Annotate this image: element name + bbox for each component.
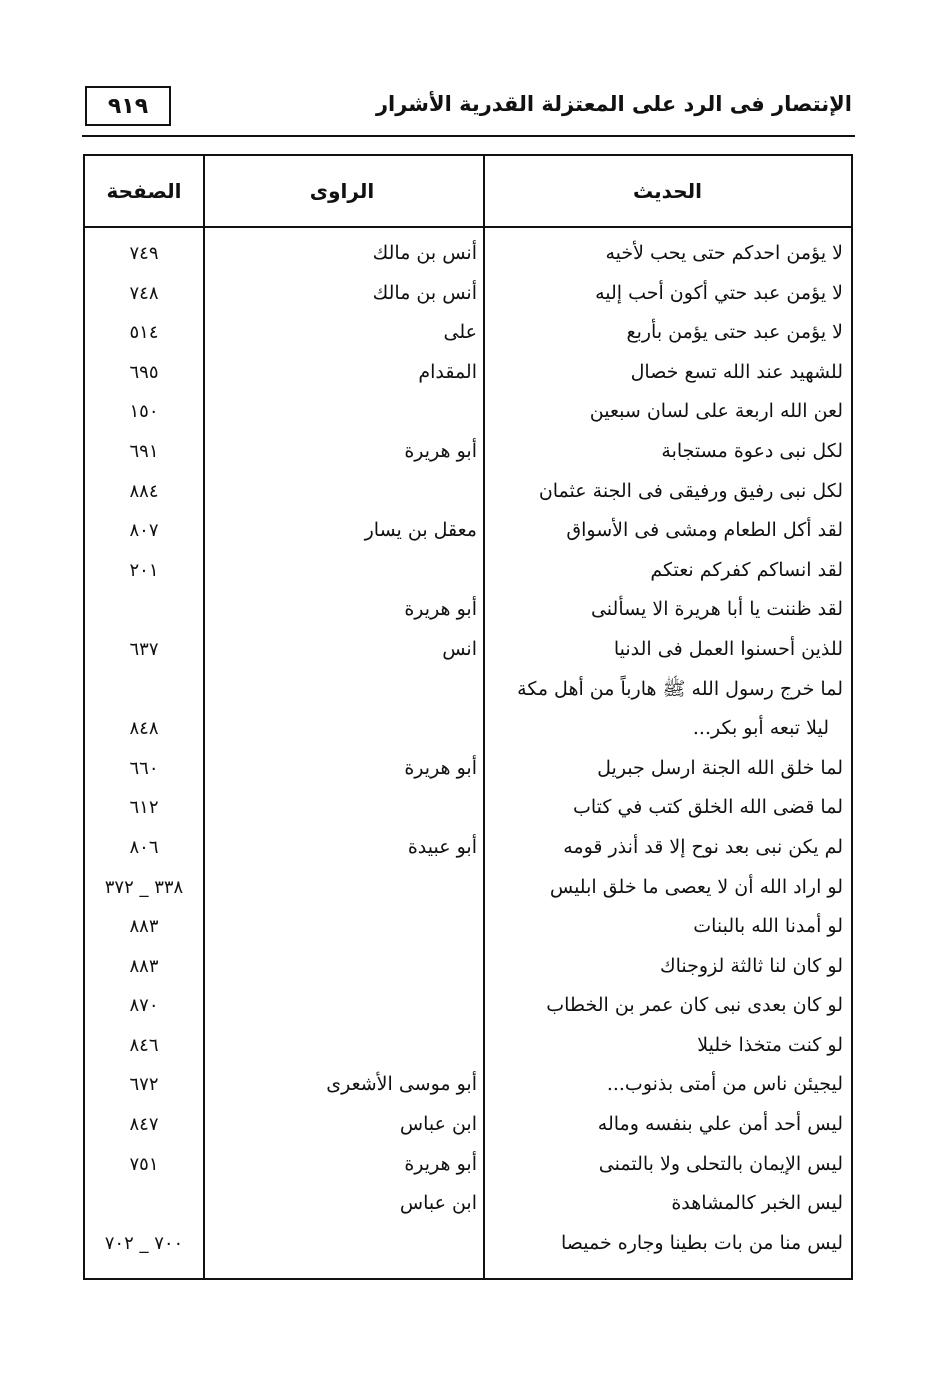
hadith-text: ليس أحد أمن علي بنفسه وماله xyxy=(597,1113,843,1136)
table-body xyxy=(85,234,851,1263)
hadith-text: لو كنت متخذا خليلا xyxy=(697,1033,843,1056)
table-row xyxy=(85,1184,851,1224)
narrator-name xyxy=(207,986,477,1026)
page-reference: ٧٥١ xyxy=(129,1153,159,1175)
hadith-text: لما قضى الله الخلق كتب في كتاب xyxy=(572,796,843,819)
hadith-text: لقد ظننت يا أبا هريرة الا يسألنى xyxy=(590,598,843,621)
page-reference xyxy=(85,1184,203,1224)
hadith-text: لعن الله اربعة على لسان سبعين xyxy=(589,400,843,423)
table-row xyxy=(85,392,851,432)
table-row xyxy=(85,1026,851,1066)
page-reference: ٨٠٧ xyxy=(129,520,159,542)
page-reference: ٥١٤ xyxy=(129,322,159,344)
column-header-narrator: الراوى xyxy=(309,179,375,203)
table-row xyxy=(85,947,851,987)
hadith-text: لا يؤمن احدكم حتى يحب لأخيه xyxy=(605,242,843,264)
narrator-name xyxy=(207,392,477,432)
column-header-page: الصفحة xyxy=(106,179,182,203)
page-reference: ١٥٠ xyxy=(129,401,159,423)
page-reference: ٦١٢ xyxy=(129,797,159,819)
page-reference: ٨٨٣ xyxy=(129,955,159,977)
book-title: الإنتصار فى الرد على المعتزلة القدرية الأشرار xyxy=(375,92,852,116)
page-reference: ٧٤٩ xyxy=(129,243,159,264)
narrator-name xyxy=(207,551,477,591)
narrator-name: ابن عباس xyxy=(399,1113,477,1136)
hadith-text: للذين أحسنوا العمل فى الدنيا xyxy=(613,637,843,660)
narrator-name: أنس بن مالك xyxy=(372,242,477,264)
narrator-name: أبو موسى الأشعرى xyxy=(326,1073,477,1096)
hadith-text: ليس الإيمان بالتحلى ولا بالتمنى xyxy=(598,1152,843,1175)
narrator-name: أبو هريرة xyxy=(404,439,477,462)
hadith-text: لا يؤمن عبد حتي أكون أحب إليه xyxy=(595,281,843,304)
table-row xyxy=(85,313,851,353)
hadith-text: ليلا تبعه أبو بكر... xyxy=(692,717,829,740)
page-reference: ٨٨٣ xyxy=(129,916,159,938)
table-row xyxy=(85,551,851,591)
narrator-name xyxy=(207,788,477,828)
table-row xyxy=(85,749,851,789)
table-row xyxy=(85,788,851,828)
narrator-name xyxy=(207,670,477,710)
narrator-name: ابن عباس xyxy=(399,1192,477,1215)
hadith-text: لما خلق الله الجنة ارسل جبريل xyxy=(597,756,843,779)
page-reference: ٨٤٧ xyxy=(129,1114,159,1136)
column-header-hadith: الحديث xyxy=(633,179,703,203)
hadith-text: ليجيئن ناس من أمتى بذنوب... xyxy=(606,1073,843,1096)
narrator-name: أنس بن مالك xyxy=(372,281,477,304)
table-row xyxy=(85,353,851,393)
page-reference: ٨٤٦ xyxy=(129,1034,159,1056)
hadith-text: لكل نبى رفيق ورفيقى فى الجنة عثمان xyxy=(538,479,843,502)
hadith-text: لو أمدنا الله بالبنات xyxy=(693,915,843,938)
table-row xyxy=(85,1105,851,1145)
narrator-name xyxy=(207,1224,477,1264)
page-reference: ٦٩١ xyxy=(129,440,159,462)
table-row xyxy=(85,590,851,630)
hadith-index-table xyxy=(83,154,853,1280)
hadith-text: لقد انساكم كفركم نعتكم xyxy=(650,558,843,581)
page-reference: ٨٨٤ xyxy=(129,480,159,502)
column-header-row xyxy=(85,156,851,228)
page-reference xyxy=(85,590,203,630)
running-header xyxy=(85,86,852,134)
table-row xyxy=(85,828,851,868)
narrator-name: المقدام xyxy=(418,360,477,383)
narrator-name xyxy=(207,472,477,512)
page-reference: ٧٤٨ xyxy=(129,282,159,304)
narrator-name: على xyxy=(443,321,477,344)
narrator-name: أبو هريرة xyxy=(404,598,477,621)
hadith-text: لو كان بعدى نبى كان عمر بن الخطاب xyxy=(546,994,843,1017)
page-reference: ٦٦٠ xyxy=(129,757,159,779)
page-reference: ٨٠٦ xyxy=(129,836,159,858)
table-row xyxy=(85,868,851,908)
page-number: ٩١٩ xyxy=(85,86,171,126)
header-rule xyxy=(82,135,855,137)
table-row xyxy=(85,670,851,710)
hadith-text: ليس منا من بات بطينا وجاره خميصا xyxy=(561,1231,843,1254)
narrator-name xyxy=(207,1026,477,1066)
table-row xyxy=(85,234,851,274)
hadith-text: لم يكن نبى بعد نوح إلا قد أنذر قومه xyxy=(563,835,843,858)
table-row xyxy=(85,274,851,314)
table-row xyxy=(85,472,851,512)
table-row xyxy=(85,630,851,670)
table-row xyxy=(85,511,851,551)
table-row xyxy=(85,1065,851,1105)
hadith-text: للشهيد عند الله تسع خصال xyxy=(630,360,843,383)
table-row xyxy=(85,432,851,472)
hadith-text: لما خرج رسول الله ﷺ هارباً من أهل مكة xyxy=(517,677,843,700)
narrator-name xyxy=(207,907,477,947)
narrator-name xyxy=(207,709,477,749)
hadith-text: لو اراد الله أن لا يعصى ما خلق ابليس xyxy=(549,875,843,898)
page-reference: ٧٠٠ _ ٧٠٢ xyxy=(104,1232,184,1254)
page-reference: ٨٤٨ xyxy=(129,718,159,740)
hadith-text: ليس الخبر كالمشاهدة xyxy=(671,1192,843,1215)
narrator-name xyxy=(207,947,477,987)
hadith-text: لو كان لنا ثالثة لزوجناك xyxy=(659,954,843,977)
table-row xyxy=(85,1224,851,1264)
page-reference xyxy=(85,670,203,710)
page-reference: ٦٣٧ xyxy=(129,638,159,660)
table-row xyxy=(85,907,851,947)
page-reference: ٢٠١ xyxy=(129,559,159,581)
narrator-name: معقل بن يسار xyxy=(364,519,477,542)
narrator-name: أبو هريرة xyxy=(404,756,477,779)
narrator-name xyxy=(207,868,477,908)
hadith-text: لا يؤمن عبد حتى يؤمن بأربع xyxy=(626,321,843,344)
page-reference: ٣٣٨ _ ٣٧٢ xyxy=(104,876,184,898)
narrator-name: أبو عبيدة xyxy=(407,835,477,858)
narrator-name: انس xyxy=(442,637,477,660)
hadith-text: لكل نبى دعوة مستجابة xyxy=(661,439,843,462)
table-row xyxy=(85,709,851,749)
page-reference: ٨٧٠ xyxy=(129,995,159,1017)
table-row xyxy=(85,1145,851,1185)
hadith-text: لقد أكل الطعام ومشى فى الأسواق xyxy=(566,519,843,542)
page-reference: ٦٧٢ xyxy=(129,1074,159,1096)
page-reference: ٦٩٥ xyxy=(129,361,159,383)
narrator-name: أبو هريرة xyxy=(404,1152,477,1175)
table-row xyxy=(85,986,851,1026)
